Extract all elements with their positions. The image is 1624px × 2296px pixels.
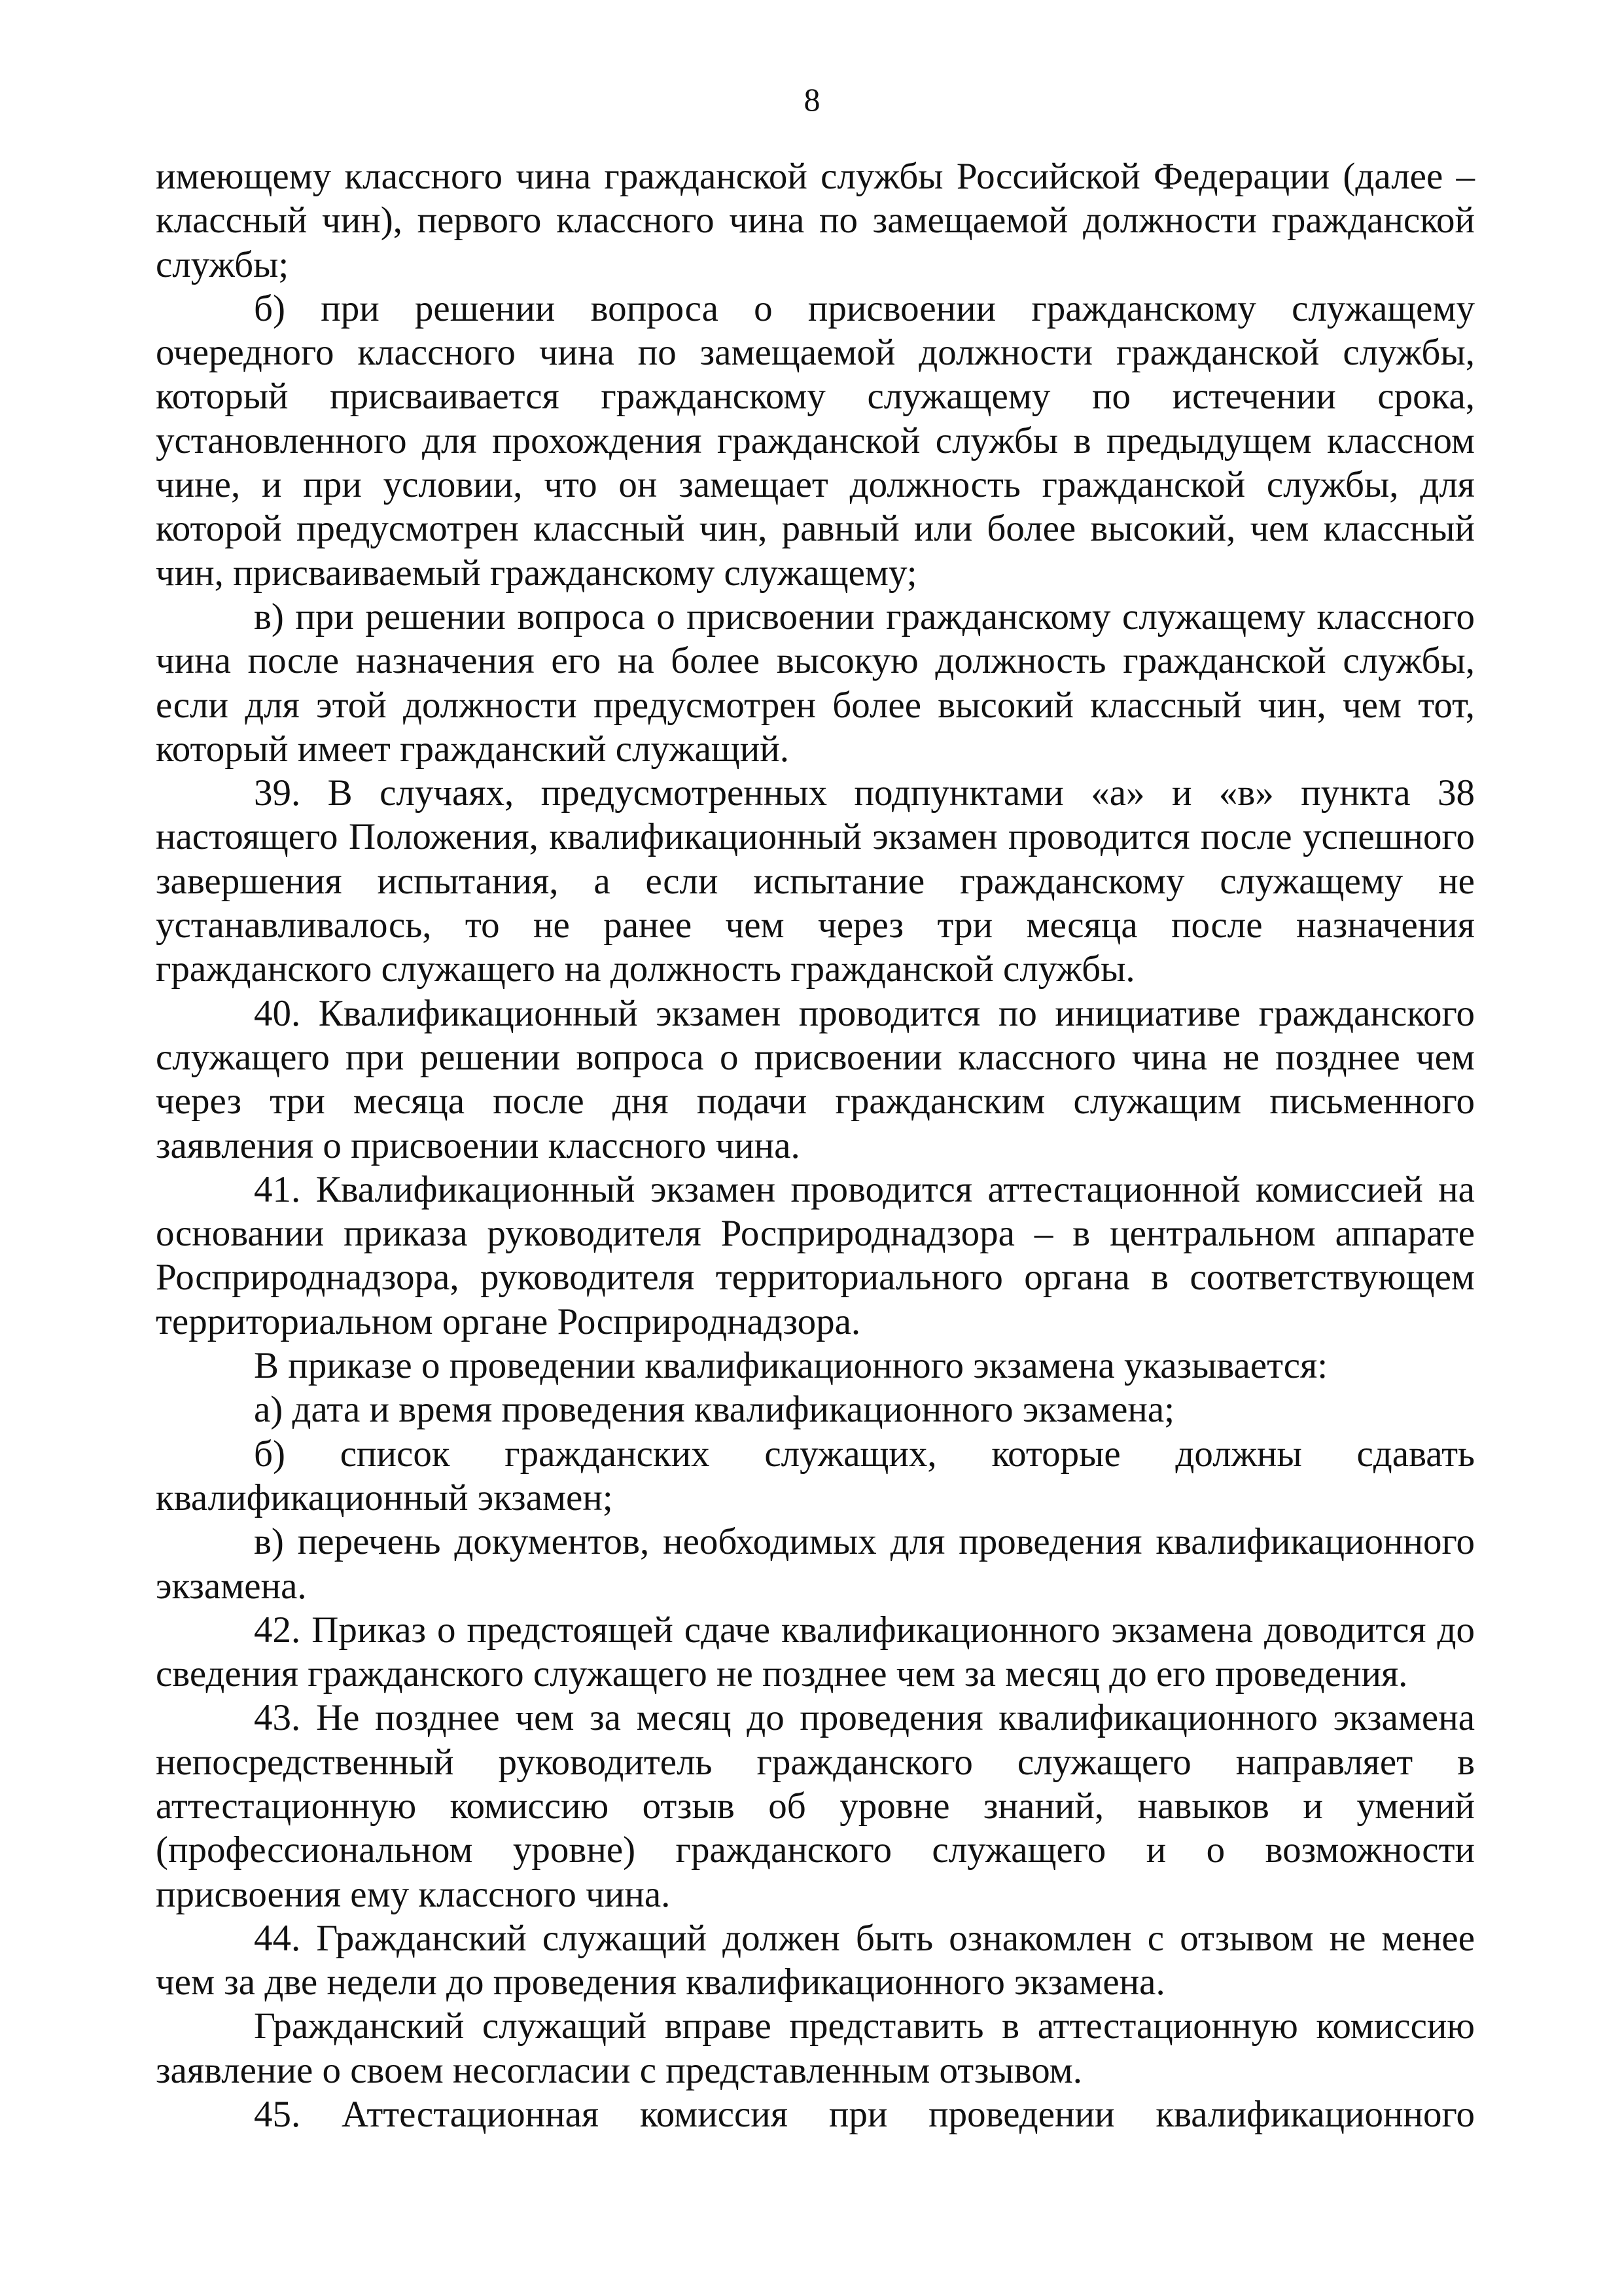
paragraph-continuation: имеющему классного чина гражданской службы Российской Федерации (далее – классный чин), первого классного чина по замещаемой должности гражданской службы; [156,156,1475,285]
paragraph-43: 43. Не позднее чем за месяц до проведения квалификационного экзамена непосредственный руководитель гражданского служащего направляет в аттестационную комиссию отзыв об уровне знаний, навыков и умений (профессиональном уровне) гражданского служащего и о возможности присвоения ему классного чина. [156,1697,1475,1915]
paragraph-order-item-v: в) перечень документов, необходимых для проведения квалификационного экзамена. [156,1521,1475,1607]
paragraph-45: 45. Аттестационная комиссия при проведении квалификационного [254,2094,1475,2136]
paragraph-44: 44. Гражданский служащий должен быть ознакомлен с отзывом не менее чем за две недели до проведения квалификационного экзамена. [156,1917,1475,2003]
paragraph-39: 39. В случаях, предусмотренных подпунктами «а» и «в» пункта 38 настоящего Положения, квалификационный экзамен проводится после успешного завершения испытания, а если испытание гражданскому служащему не устанавливалось, то не ранее чем через три месяца после назначения гражданского служащего на должность гражданской службы. [156,772,1475,990]
paragraph-item-b: б) при решении вопроса о присвоении гражданскому служащему очередного классного чина по замещаемой должности гражданской службы, который присваивается гражданскому служащему по истечении срока, установленного для прохождения гражданской службы в предыдущем классном чине, и при условии, что он замещает должность гражданской службы, для которой предусмотрен классный чин, равный или более высокий, чем классный чин, присваиваемый гражданскому служащему; [156,287,1475,594]
paragraph-order-contents: В приказе о проведении квалификационного экзамена указывается: [254,1345,1328,1387]
page-number: 8 [803,81,821,118]
paragraph-item-v: в) при решении вопроса о присвоении гражданскому служащему классного чина после назначения его на более высокую должность гражданской службы, если для этой должности предусмотрен более высокий классный чин, чем тот, который имеет гражданский служащий. [156,596,1475,770]
paragraph-40: 40. Квалификационный экзамен проводится по инициативе гражданского служащего при решении вопроса о присвоении классного чина не позднее чем через три месяца после дня подачи гражданским служащим письменного заявления о присвоении классного чина. [156,992,1475,1166]
paragraph-41: 41. Квалификационный экзамен проводится аттестационной комиссией на основании приказа руководителя Росприроднадзора – в центральном аппарате Росприроднадзора, руководителя территориального органа в соответствующем территориальном органе Росприроднадзора. [156,1168,1475,1342]
paragraph-order-item-b: б) список гражданских служащих, которые должны сдавать квалификационный экзамен; [156,1433,1475,1518]
document-body [156,154,1475,2136]
paragraph-42: 42. Приказ о предстоящей сдаче квалификационного экзамена доводится до сведения гражданского служащего не позднее чем за месяц до его проведения. [156,1609,1475,1695]
paragraph-objection: Гражданский служащий вправе представить в аттестационную комиссию заявление о своем несогласии с представленным отзывом. [156,2005,1475,2091]
paragraph-order-item-a: а) дата и время проведения квалификационного экзамена; [254,1389,1175,1431]
